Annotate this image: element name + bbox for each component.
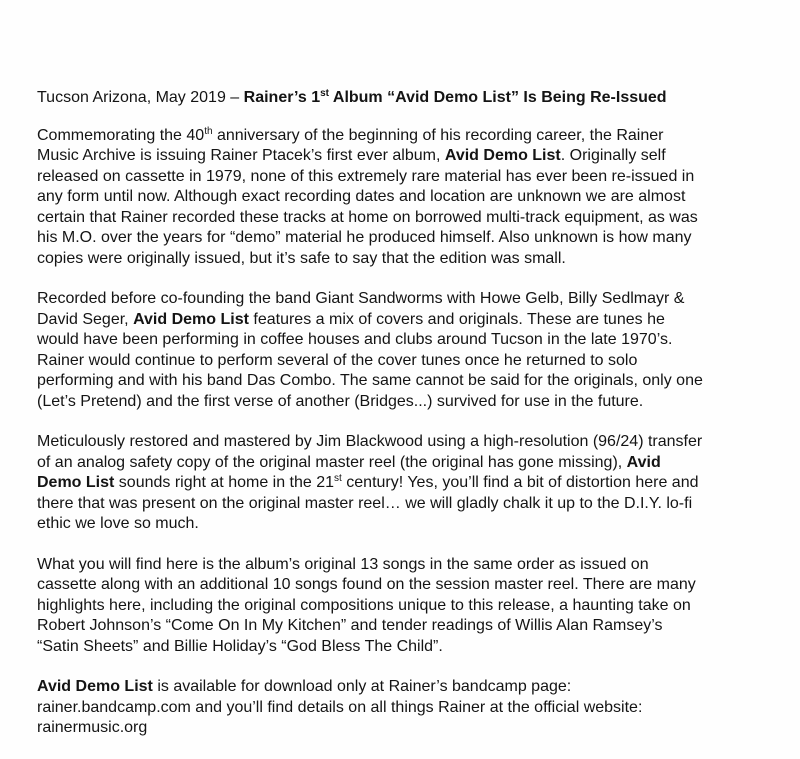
paragraph-line: highlights here, including the original compositions unique to this release, a haunting take on bbox=[37, 596, 691, 614]
headline-title-part1: Rainer’s 1 bbox=[243, 89, 321, 106]
headline-title-part2: Album “Avid Demo List” Is Being Re-Issued bbox=[329, 89, 667, 106]
paragraph-line: Meticulously restored and mastered by Jim Blackwood using a high-resolution (96/24) transfer bbox=[37, 433, 703, 450]
paragraph-line: Robert Johnson’s “Come On In My Kitchen” and tender readings of Willis Alan Ramsey’s bbox=[37, 617, 663, 634]
text-run: century! Yes, you’ll find a bit of distortion here and bbox=[341, 474, 699, 491]
text-run: is available for download only at Rainer’s bandcamp page: bbox=[152, 678, 572, 695]
album-title-bold: Avid Demo List bbox=[444, 147, 561, 164]
paragraph-2 bbox=[37, 289, 777, 412]
album-title-bold: Demo List bbox=[37, 474, 115, 491]
album-title-bold: Avid Demo List bbox=[37, 678, 153, 695]
paragraph-line: any form until now. Although exact recording dates and location are unknown we are almost bbox=[37, 188, 686, 205]
paragraph-line: “Satin Sheets” and Billie Holiday’s “God Bless The Child”. bbox=[37, 637, 443, 655]
text-run: David Seger, bbox=[37, 310, 134, 328]
paragraph-line bbox=[37, 126, 777, 147]
paragraph-line: his M.O. over the years for “demo” material he produced himself. Also unknown is how many bbox=[37, 229, 692, 246]
paragraph-line bbox=[37, 453, 777, 474]
text-run: Commemorating the 40 bbox=[37, 126, 205, 144]
album-title-bold: Avid bbox=[626, 453, 661, 471]
superscript: st bbox=[334, 473, 342, 484]
paragraph-line bbox=[37, 473, 777, 494]
paragraph-4 bbox=[37, 555, 777, 658]
paragraph-3 bbox=[37, 432, 777, 535]
paragraph-line: copies were originally issued, but it’s safe to say that the edition was small. bbox=[37, 249, 566, 267]
paragraph-line bbox=[37, 146, 777, 167]
text-run: sounds right at home in the 21 bbox=[114, 474, 335, 491]
press-release bbox=[37, 88, 777, 759]
text-run: Music Archive is issuing Rainer Ptacek’s first ever album, bbox=[37, 147, 445, 164]
paragraph-line: certain that Rainer recorded these tracks at home on borrowed multi-track equipment, as was bbox=[37, 208, 698, 226]
paragraph-line: performing and with his band Das Combo. The same cannot be said for the originals, only one bbox=[37, 372, 703, 389]
paragraph-line: ethic we love so much. bbox=[37, 515, 199, 532]
text-run: of an analog safety copy of the original master reel (the original has gone missing), bbox=[37, 453, 627, 471]
paragraph-line: cassette along with an additional 10 songs found on the session master reel. There are many bbox=[37, 576, 696, 593]
paragraph-line: What you will find here is the album’s original 13 songs in the same order as issued on bbox=[37, 555, 649, 573]
superscript: th bbox=[204, 125, 213, 137]
paragraph-5 bbox=[37, 677, 777, 739]
paragraph-line: rainer.bandcamp.com and you’ll find details on all things Rainer at the official website: bbox=[37, 698, 643, 716]
paragraph-line bbox=[37, 677, 777, 698]
paragraph-line: Recorded before co-founding the band Giant Sandworms with Howe Gelb, Billy Sedlmayr & bbox=[37, 290, 685, 307]
text-run: . Originally self bbox=[560, 147, 666, 164]
paragraph-line: (Let’s Pretend) and the first verse of another (Bridges...) survived for use in the future. bbox=[37, 392, 644, 410]
paragraph-line bbox=[37, 310, 777, 331]
headline-title bbox=[244, 89, 667, 106]
text-run: features a mix of covers and originals. These are tunes he bbox=[248, 310, 665, 328]
text-run: anniversary of the beginning of his recording career, the Rainer bbox=[212, 126, 664, 144]
dateline: Tucson Arizona, May 2019 – bbox=[37, 89, 244, 106]
album-title-bold: Avid Demo List bbox=[133, 310, 249, 328]
paragraph-line: there that was present on the original master reel… we will gladly chalk it up to the D.I.Y. lo-fi bbox=[37, 494, 693, 512]
paragraph-line: released on cassette in 1979, none of this extremely rare material has ever been re-issued in bbox=[37, 167, 695, 185]
paragraph-line: Rainer would continue to perform several of the cover tunes once he returned to solo bbox=[37, 351, 638, 369]
headline-title-superscript: st bbox=[320, 88, 330, 99]
paragraph-line: would have been performing in coffee houses and clubs around Tucson in the late 1970’s. bbox=[37, 331, 673, 348]
headline bbox=[37, 88, 777, 109]
paragraph-1 bbox=[37, 126, 777, 270]
paragraph-line: rainermusic.org bbox=[37, 719, 148, 736]
